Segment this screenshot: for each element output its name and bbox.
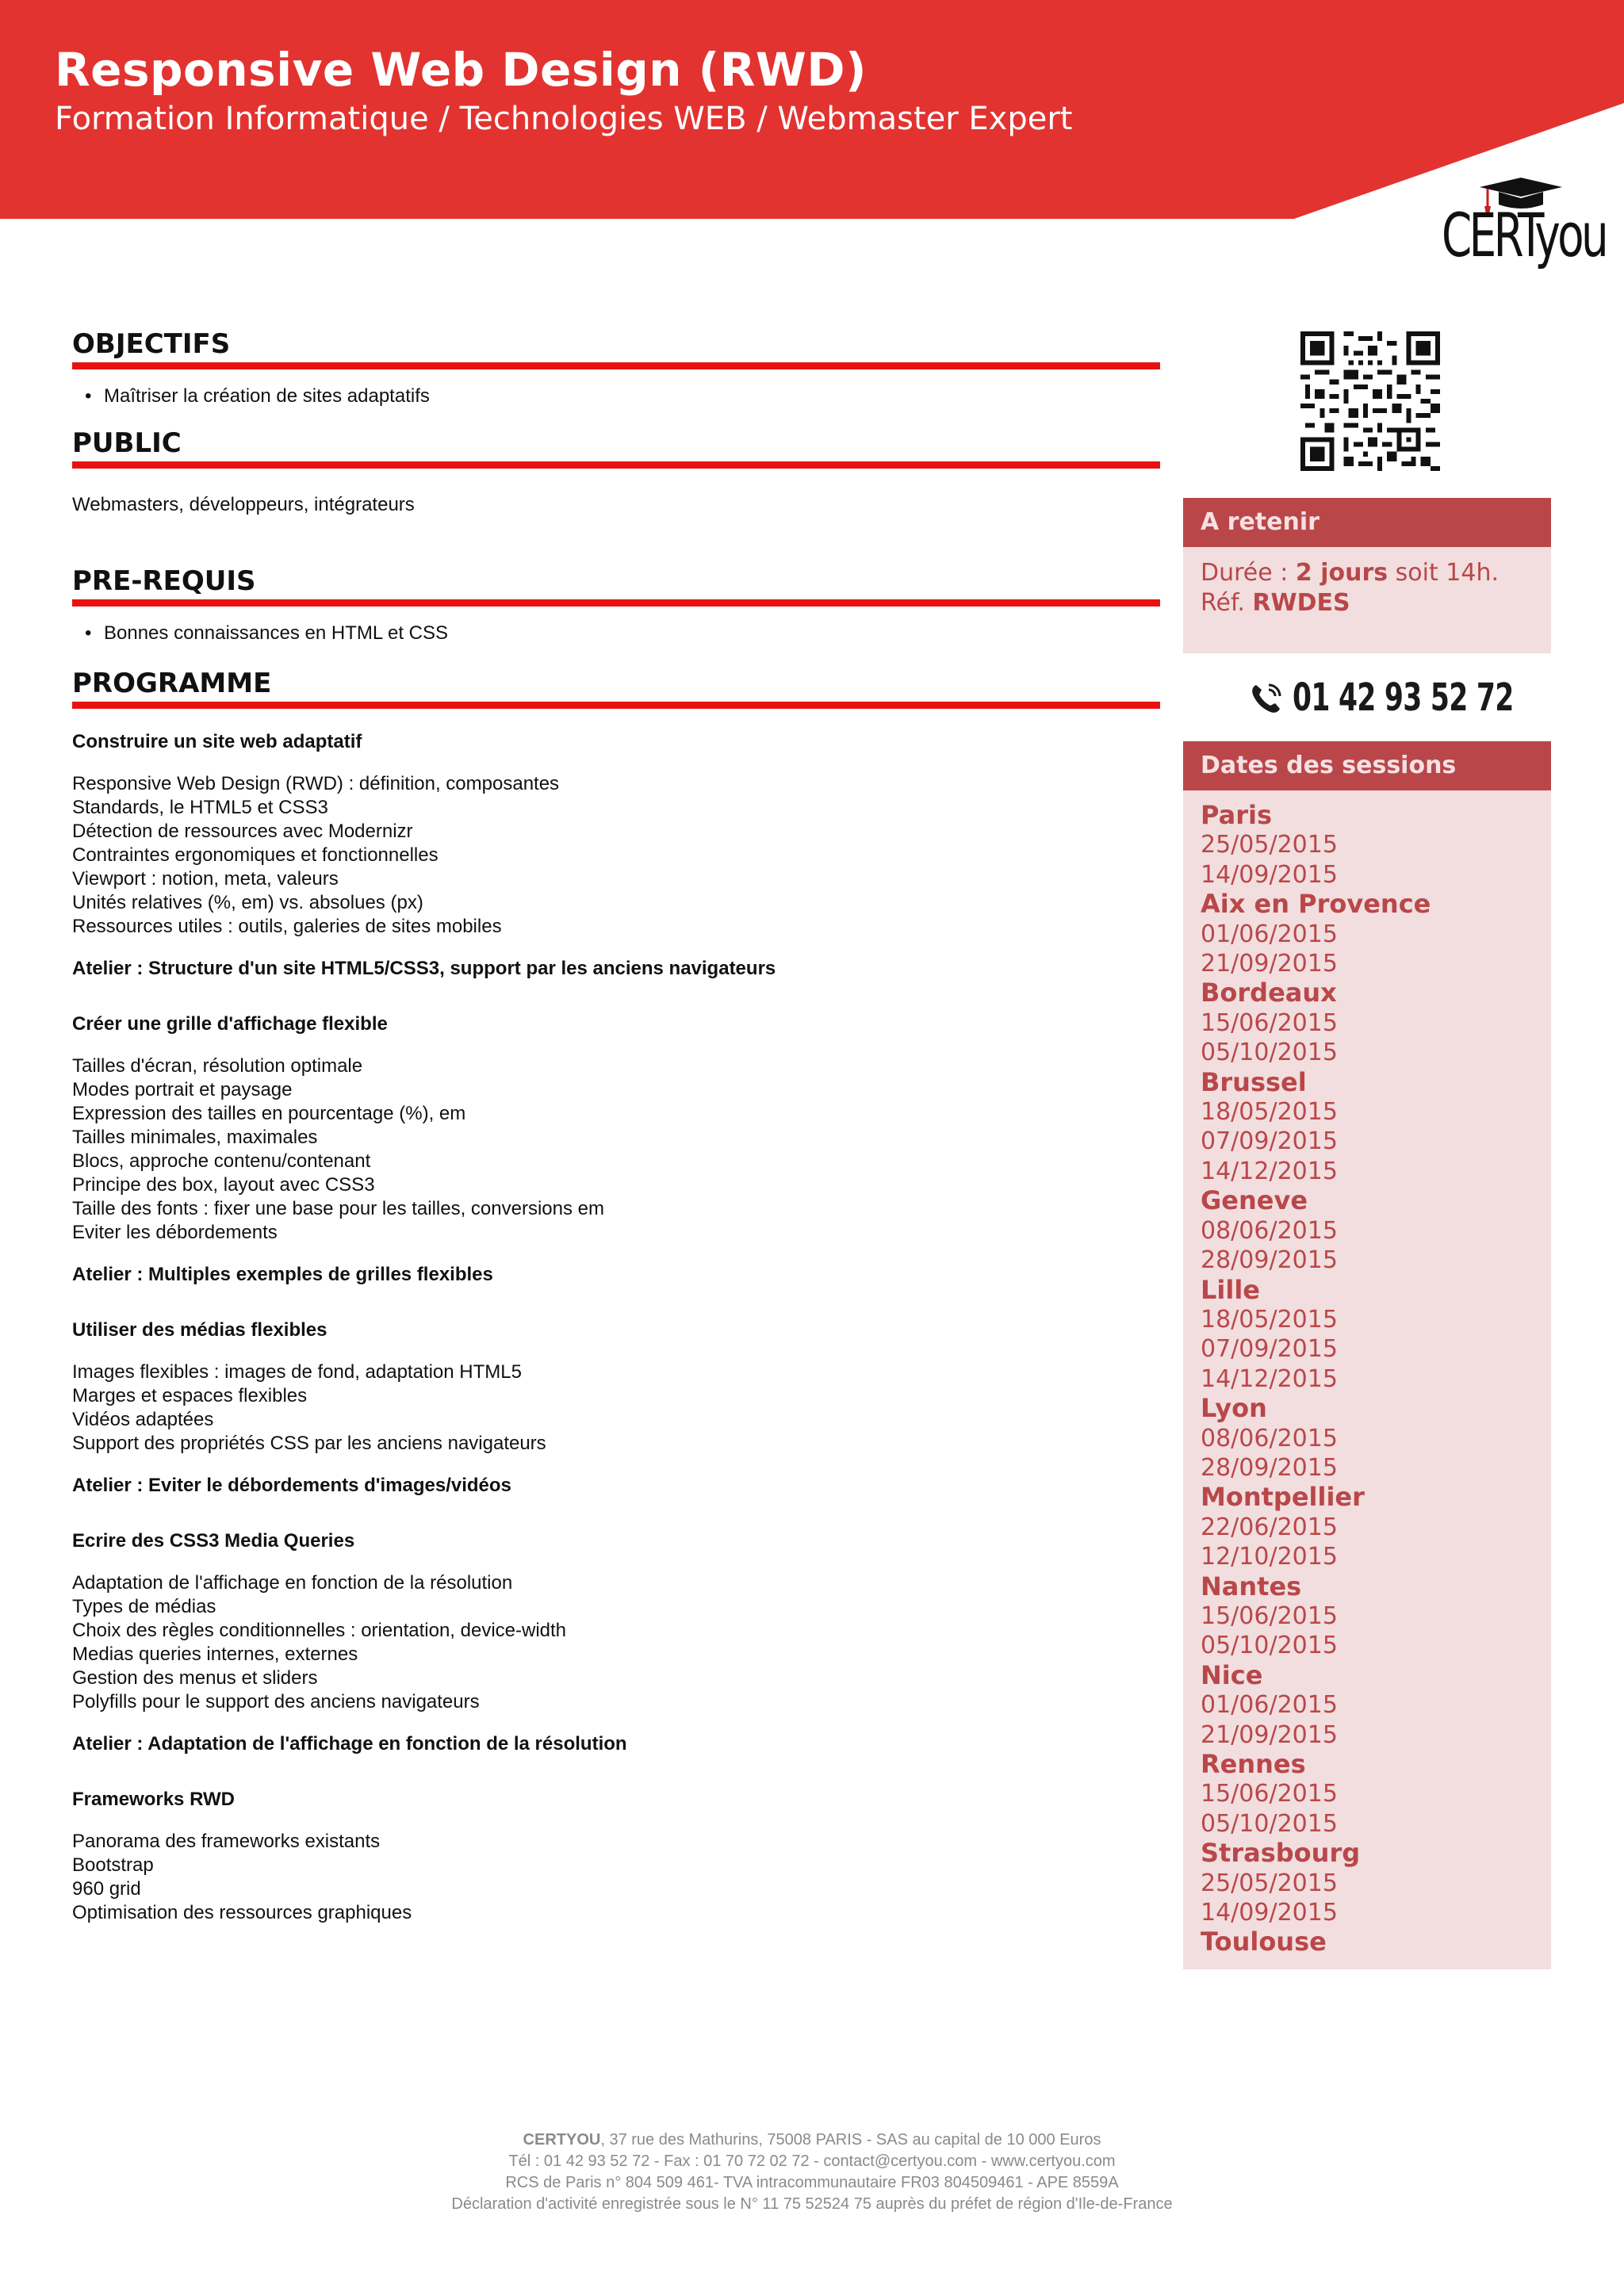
module-line: Modes portrait et paysage (72, 1079, 293, 1100)
session-date: 05/10/2015 (1201, 1039, 1338, 1067)
ref-label: Réf. (1201, 589, 1253, 617)
session-city: Strasbourg (1201, 1838, 1361, 1869)
phone-block[interactable] (1248, 674, 1514, 723)
session-date: 14/12/2015 (1201, 1364, 1338, 1393)
module (72, 1318, 1160, 1498)
sessions-header: Dates des sessions (1183, 741, 1551, 790)
phone-icon (1248, 680, 1285, 717)
session-date: 15/06/2015 (1201, 1601, 1338, 1630)
section-title: PUBLIC (72, 427, 182, 459)
module-line: Gestion des menus et sliders (72, 1667, 318, 1689)
module-line: Taille des fonts : fixer une base pour les tailles, conversions em (72, 1198, 605, 1219)
ref-line (1201, 588, 1534, 618)
module-line: Adaptation de l'affichage en fonction de la résolution (72, 1572, 513, 1594)
section-programme (72, 666, 1160, 1925)
session-date: 14/09/2015 (1201, 1899, 1338, 1927)
module-title: Créer une grille d'affichage flexible (72, 1013, 388, 1035)
module (72, 1012, 1160, 1288)
module-line: Détection de ressources avec Modernizr (72, 821, 413, 842)
module-line: Ressources utiles : outils, galeries de sites mobiles (72, 916, 502, 937)
module-line: Marges et espaces flexibles (72, 1385, 308, 1406)
section-title: PRE-REQUIS (72, 565, 256, 597)
duree-label: Durée : (1201, 559, 1296, 587)
session-date: 05/10/2015 (1201, 1632, 1338, 1660)
session-date: 12/10/2015 (1201, 1543, 1338, 1571)
module-title: Frameworks RWD (72, 1789, 235, 1810)
footer-declaration: Déclaration d'activité enregistrée sous le N° 11 75 52524 75 auprès du préfet de région d'Ile-de-France (451, 2195, 1173, 2213)
module-atelier: Atelier : Adaptation de l'affichage en fonction de la résolution (72, 1733, 627, 1755)
session-city: Rennes (1201, 1749, 1306, 1779)
module-line: Viewport : notion, meta, valeurs (72, 868, 339, 890)
footer-contact: Tél : 01 42 93 52 72 - Fax : 01 70 72 02 72 - contact@certyou.com - www.certyou.com (508, 2152, 1116, 2170)
module (72, 1529, 1160, 1757)
session-date: 18/05/2015 (1201, 1098, 1338, 1127)
session-date: 08/06/2015 (1201, 1424, 1338, 1452)
module (72, 729, 1160, 982)
session-date: 22/06/2015 (1201, 1513, 1338, 1541)
sessions-body (1183, 790, 1551, 1969)
public-text: Webmasters, développeurs, intégrateurs (72, 494, 415, 515)
session-city: Paris (1201, 800, 1272, 830)
duree-suffix: soit 14h. (1388, 559, 1500, 587)
module-line: Images flexibles : images de fond, adaptation HTML5 (72, 1361, 522, 1383)
module-lines (72, 1360, 1160, 1456)
footer-line (0, 2130, 1624, 2151)
session-date: 01/06/2015 (1201, 920, 1338, 948)
section-rule (72, 702, 1160, 709)
module-atelier: Atelier : Eviter le débordements d'images/vidéos (72, 1475, 511, 1496)
module-lines (72, 1571, 1160, 1714)
section-rule (72, 362, 1160, 369)
session-date: 28/09/2015 (1201, 1453, 1338, 1482)
module-line: Polyfills pour le support des anciens navigateurs (72, 1691, 480, 1712)
module-atelier: Atelier : Structure d'un site HTML5/CSS3, support par les anciens navigateurs (72, 958, 776, 979)
module-line: Support des propriétés CSS par les anciens navigateurs (72, 1433, 546, 1454)
session-date: 08/06/2015 (1201, 1216, 1338, 1245)
module-line: Types de médias (72, 1596, 216, 1617)
section-title: OBJECTIFS (72, 328, 231, 360)
module-atelier: Atelier : Multiples exemples de grilles flexibles (72, 1264, 493, 1285)
session-date: 01/06/2015 (1201, 1691, 1338, 1720)
section-rule (72, 461, 1160, 469)
ref-value: RWDES (1252, 589, 1350, 617)
section-title: PROGRAMME (72, 668, 272, 699)
session-date: 15/06/2015 (1201, 1008, 1338, 1037)
module-line: Choix des règles conditionnelles : orientation, device-width (72, 1620, 567, 1641)
session-date: 21/09/2015 (1201, 950, 1338, 978)
module-line: Tailles minimales, maximales (72, 1127, 318, 1148)
session-date: 05/10/2015 (1201, 1809, 1338, 1838)
module-line: 960 grid (72, 1878, 141, 1900)
session-date: 15/06/2015 (1201, 1780, 1338, 1808)
module-line: Blocs, approche contenu/contenant (72, 1150, 371, 1172)
module-line: Unités relatives (%, em) vs. absolues (px) (72, 892, 423, 913)
session-date: 25/05/2015 (1201, 831, 1338, 859)
session-city: Toulouse (1201, 1927, 1327, 1957)
module-line: Tailles d'écran, résolution optimale (72, 1055, 363, 1077)
logo-wordmark: CERTyou (1442, 200, 1607, 270)
session-date: 18/05/2015 (1201, 1305, 1338, 1334)
section-objectifs (72, 327, 1160, 409)
page-subtitle: Formation Informatique / Technologies WEB / Webmaster Expert (55, 101, 1073, 137)
module-line: Bootstrap (72, 1854, 154, 1876)
session-city: Lyon (1201, 1393, 1267, 1424)
main-column (72, 327, 1160, 1925)
module-title: Ecrire des CSS3 Media Queries (72, 1530, 355, 1552)
module-line: Contraintes ergonomiques et fonctionnelles (72, 844, 439, 866)
session-date: 28/09/2015 (1201, 1246, 1338, 1275)
module-title: Utiliser des médias flexibles (72, 1319, 327, 1341)
duree-value: 2 jours (1295, 559, 1388, 587)
module-lines (72, 772, 1160, 939)
page-title: Responsive Web Design (RWD) (55, 43, 868, 97)
retenir-body (1183, 547, 1551, 653)
list-item: • Maîtriser la création de sites adaptatifs (104, 384, 1160, 409)
module-title: Construire un site web adaptatif (72, 731, 362, 752)
footer (0, 2130, 1624, 2215)
retenir-header: A retenir (1183, 498, 1551, 547)
module-lines (72, 1054, 1160, 1245)
list-item: • Bonnes connaissances en HTML et CSS (104, 621, 1160, 646)
duree-line (1201, 558, 1534, 588)
session-date: 25/05/2015 (1201, 1869, 1338, 1897)
objectifs-list (72, 384, 1160, 409)
session-date: 14/12/2015 (1201, 1157, 1338, 1185)
qr-code (1300, 331, 1440, 471)
session-city: Aix en Provence (1201, 889, 1431, 920)
prerequis-list (72, 621, 1160, 646)
session-city: Montpellier (1201, 1482, 1365, 1513)
module-line: Vidéos adaptées (72, 1409, 214, 1430)
session-date: 21/09/2015 (1201, 1720, 1338, 1749)
phone-number: 01 42 93 52 72 (1293, 675, 1514, 720)
module-line: Eviter les débordements (72, 1222, 278, 1243)
session-city: Geneve (1201, 1185, 1308, 1216)
session-date: 07/09/2015 (1201, 1335, 1338, 1364)
module-line: Standards, le HTML5 et CSS3 (72, 797, 328, 818)
session-date: 07/09/2015 (1201, 1127, 1338, 1156)
module-line: Principe des box, layout avec CSS3 (72, 1174, 375, 1196)
module-line: Panorama des frameworks existants (72, 1831, 381, 1852)
footer-rcs: RCS de Paris n° 804 509 461- TVA intracommunautaire FR03 804509461 - APE 8559A (505, 2174, 1119, 2191)
footer-address: , 37 rue des Mathurins, 75008 PARIS - SAS au capital de 10 000 Euros (600, 2131, 1101, 2149)
session-city: Brussel (1201, 1066, 1307, 1097)
module-line: Expression des tailles en pourcentage (%), em (72, 1103, 466, 1124)
module-line: Optimisation des ressources graphiques (72, 1902, 412, 1923)
session-city: Bordeaux (1201, 978, 1337, 1008)
session-city: Nantes (1201, 1571, 1302, 1601)
module-line: Medias queries internes, externes (72, 1644, 358, 1665)
session-city: Lille (1201, 1274, 1260, 1305)
session-city: Nice (1201, 1659, 1263, 1690)
certyou-logo (1442, 174, 1608, 277)
session-date: 14/09/2015 (1201, 860, 1338, 889)
module (72, 1787, 1160, 1925)
section-prerequis (72, 564, 1160, 646)
section-public (72, 426, 1160, 518)
module-line: Responsive Web Design (RWD) : définition, composantes (72, 773, 560, 794)
module-lines (72, 1830, 1160, 1925)
footer-company: CERTYOU (523, 2131, 601, 2149)
section-rule (72, 599, 1160, 607)
